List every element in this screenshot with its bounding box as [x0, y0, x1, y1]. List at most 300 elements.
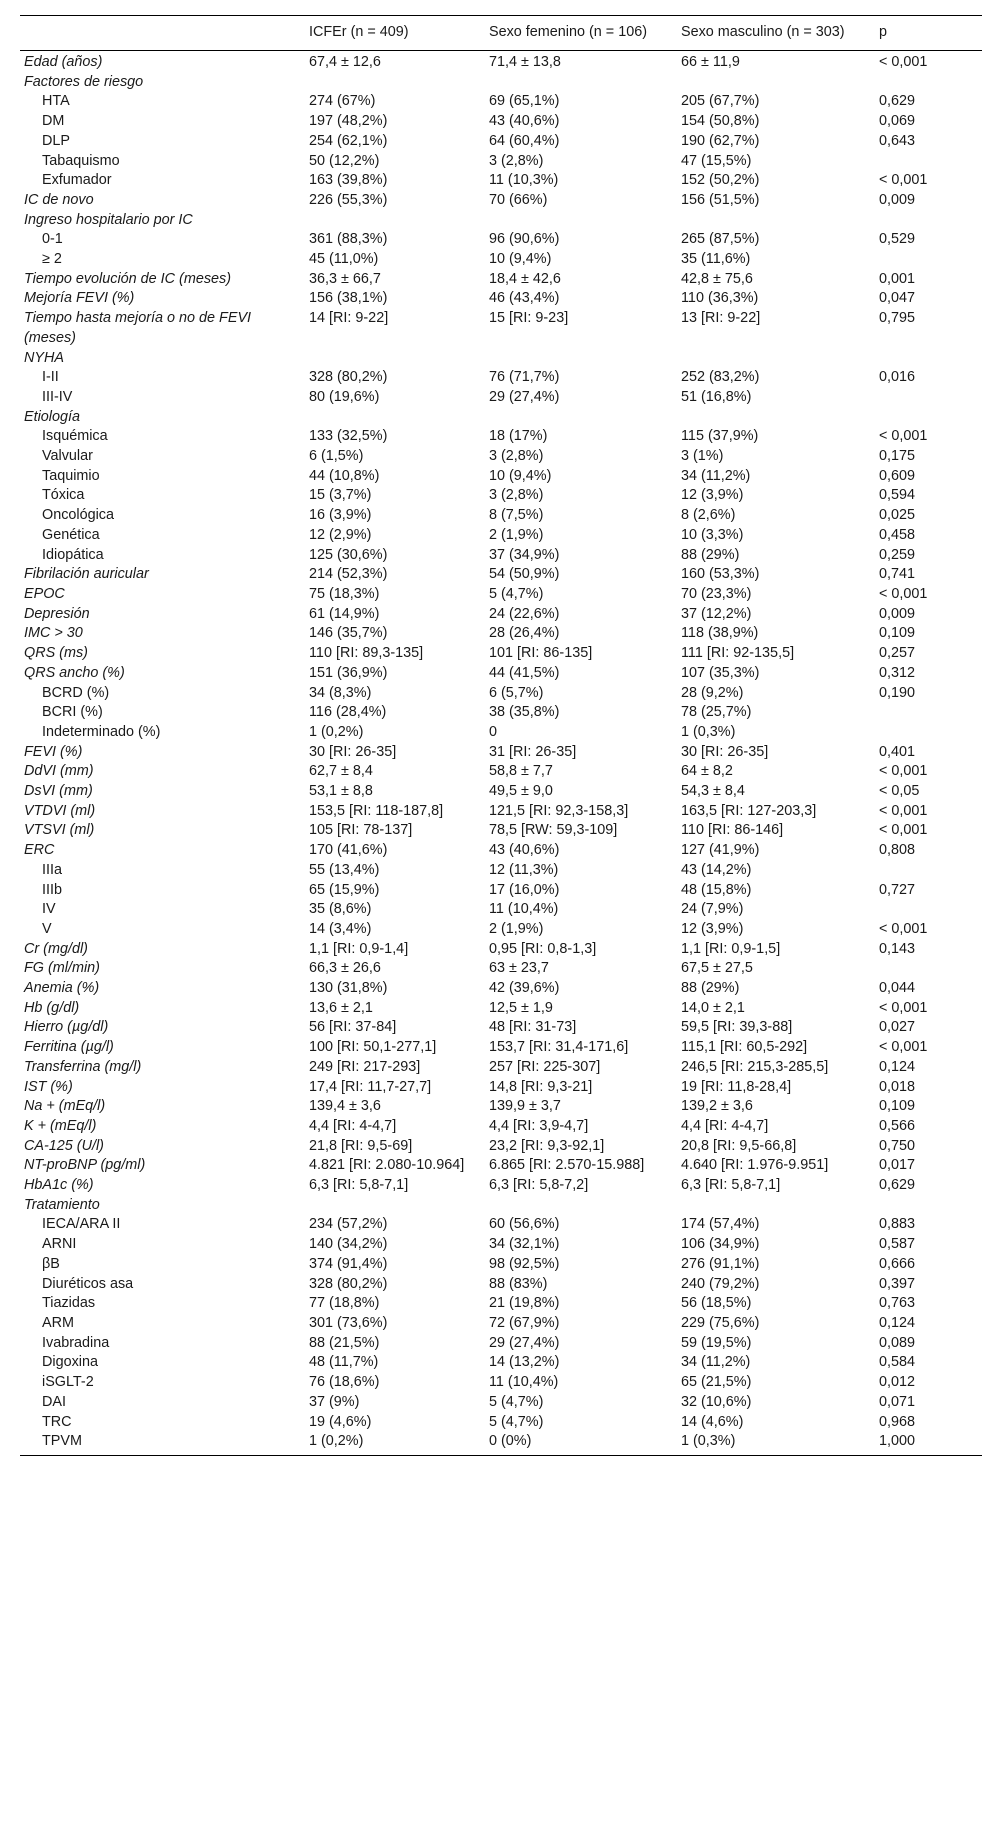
cell-total: 197 (48,2%) — [309, 113, 388, 130]
cell-male: 13 [RI: 9-22] — [681, 310, 761, 327]
cell-female: 0,95 [RI: 0,8-1,3] — [489, 940, 597, 957]
table-row — [20, 1255, 982, 1275]
row-label: Oncológica — [42, 507, 114, 524]
cell-female: 46 (43,4%) — [489, 290, 560, 307]
cell-total: 75 (18,3%) — [309, 585, 380, 602]
cell-male: 59 (19,5%) — [681, 1334, 752, 1351]
cell-total: 19 (4,6%) — [309, 1413, 372, 1430]
cell-total: 61 (14,9%) — [309, 605, 380, 622]
cell-p — [875, 408, 982, 428]
cell-male: 4.640 [RI: 1.976-9.951] — [681, 1157, 829, 1174]
table-header — [20, 16, 982, 51]
cell-p — [875, 900, 982, 920]
row-label: Ferritina (µg/l) — [24, 1039, 114, 1056]
table-row — [20, 723, 982, 743]
cell-female: 72 (67,9%) — [489, 1315, 560, 1331]
cell-male: 56 (18,5%) — [681, 1295, 752, 1312]
cell-female: 139,9 ± 3,7 — [489, 1098, 561, 1115]
cell-female: 58,8 ± 7,7 — [489, 763, 553, 780]
row-label: BCRD (%) — [42, 684, 110, 701]
cell-total: 65 (15,9%) — [309, 881, 380, 898]
cell-female: 101 [RI: 86-135] — [489, 645, 593, 662]
table-row — [20, 92, 982, 112]
row-label: FEVI (%) — [24, 743, 83, 760]
table-row — [20, 959, 982, 979]
cell-male — [677, 408, 875, 428]
cell-p: 0,009 — [879, 191, 916, 208]
cell-female: 5 (4,7%) — [489, 585, 544, 602]
cell-male: 110 (36,3%) — [681, 290, 759, 307]
table-row — [20, 526, 982, 546]
table-row — [20, 861, 982, 881]
cell-female: 63 ± 23,7 — [489, 960, 549, 977]
cell-male: 20,8 [RI: 9,5-66,8] — [681, 1137, 797, 1154]
cell-total: 146 (35,7%) — [309, 625, 388, 642]
cell-female: 98 (92,5%) — [489, 1255, 560, 1272]
cell-p: 0,594 — [879, 487, 916, 504]
cell-male: 127 (41,9%) — [681, 842, 760, 859]
table-row — [20, 585, 982, 605]
cell-male: 156 (51,5%) — [681, 191, 760, 208]
cell-female: 43 (40,6%) — [489, 842, 560, 859]
cell-female: 2 (1,9%) — [489, 526, 544, 543]
table-row — [20, 1413, 982, 1433]
cell-male: 48 (15,8%) — [681, 881, 752, 898]
table-row — [20, 900, 982, 920]
cell-female: 78,5 [RW: 59,3-109] — [489, 822, 618, 839]
table-row — [20, 1235, 982, 1255]
cell-total: 13,6 ± 2,1 — [309, 999, 373, 1016]
cell-female: 11 (10,3%) — [489, 172, 559, 189]
cell-male — [677, 349, 875, 369]
table-row — [20, 51, 982, 73]
cell-total: 30 [RI: 26-35] — [309, 743, 397, 760]
row-label: βB — [42, 1255, 60, 1272]
cell-male: 14,0 ± 2,1 — [681, 999, 745, 1016]
cell-female: 14 (13,2%) — [489, 1354, 560, 1371]
table-row — [20, 920, 982, 940]
table-row — [20, 1097, 982, 1117]
table-row — [20, 1215, 982, 1235]
cell-male: 205 (67,7%) — [681, 93, 760, 110]
cell-p: 0,643 — [879, 132, 916, 149]
cell-total: 140 (34,2%) — [309, 1236, 388, 1253]
cell-male — [677, 1196, 875, 1216]
row-label: Transferrina (mg/l) — [24, 1058, 142, 1075]
cell-male: 70 (23,3%) — [681, 585, 752, 602]
row-label: Valvular — [42, 448, 93, 465]
cell-male: 3 (1%) — [681, 448, 724, 465]
cell-male: 30 [RI: 26-35] — [681, 743, 769, 760]
table-row — [20, 1137, 982, 1157]
cell-male: 174 (57,4%) — [681, 1216, 760, 1233]
row-label: VTDVI (ml) — [24, 802, 96, 819]
row-label: Tiempo evolución de IC (meses) — [24, 270, 232, 287]
cell-total: 125 (30,6%) — [309, 546, 388, 563]
row-label: Cr (mg/dl) — [24, 940, 88, 957]
row-label: I-II — [42, 369, 59, 386]
cell-total: 153,5 [RI: 118-187,8] — [309, 802, 444, 819]
cell-female: 28 (26,4%) — [489, 625, 560, 642]
row-label: NT-proBNP (pg/ml) — [24, 1157, 146, 1174]
cell-total: 80 (19,6%) — [309, 388, 380, 405]
cell-total: 139,4 ± 3,6 — [309, 1098, 381, 1115]
table-row — [20, 427, 982, 447]
row-label: BCRI (%) — [42, 704, 103, 721]
cell-male: 88 (29%) — [681, 980, 740, 997]
cell-p — [875, 388, 982, 408]
row-label: Hb (g/dl) — [24, 999, 80, 1016]
cell-female: 6.865 [RI: 2.570-15.988] — [489, 1157, 645, 1174]
cell-male: 64 ± 8,2 — [681, 763, 733, 780]
cell-p: 0,629 — [879, 93, 916, 110]
row-label: EPOC — [24, 585, 65, 602]
cell-p — [875, 73, 982, 93]
cell-female: 121,5 [RI: 92,3-158,3] — [489, 802, 629, 819]
table-row — [20, 1117, 982, 1137]
cell-total: 12 (2,9%) — [309, 526, 372, 543]
cell-p — [875, 703, 982, 723]
cell-p — [875, 250, 982, 270]
cell-p: < 0,001 — [879, 585, 928, 602]
cell-p: 0,795 — [879, 310, 916, 327]
row-label: Anemia (%) — [24, 980, 100, 997]
cell-male: 139,2 ± 3,6 — [681, 1098, 753, 1115]
cell-female: 42 (39,6%) — [489, 980, 560, 997]
table-row — [20, 940, 982, 960]
cell-male: 265 (87,5%) — [681, 231, 760, 248]
row-label: Edad (años) — [24, 54, 103, 70]
cell-male: 4,4 [RI: 4-4,7] — [681, 1117, 769, 1134]
table-row — [20, 73, 982, 93]
cell-total: 328 (80,2%) — [309, 369, 388, 386]
cell-total: 56 [RI: 37-84] — [309, 1019, 397, 1036]
row-label: Fibrilación auricular — [24, 566, 149, 583]
cell-female: 10 (9,4%) — [489, 251, 552, 268]
cell-female — [485, 211, 677, 231]
table-row — [20, 447, 982, 467]
row-label: ERC — [24, 842, 55, 859]
cell-total: 105 [RI: 78-137] — [309, 822, 413, 839]
cell-male: 6,3 [RI: 5,8-7,1] — [681, 1177, 781, 1194]
cell-male: 240 (79,2%) — [681, 1275, 760, 1292]
cell-female: 5 (4,7%) — [489, 1413, 544, 1430]
cell-female: 31 [RI: 26-35] — [489, 743, 577, 760]
row-label: Taquimio — [42, 467, 100, 484]
table-row — [20, 1334, 982, 1354]
cell-p: 0,190 — [879, 684, 916, 701]
cell-p: 0,883 — [879, 1216, 916, 1233]
table-row — [20, 1393, 982, 1413]
cell-p: 0,009 — [879, 605, 916, 622]
row-label: TPVM — [20, 1432, 305, 1455]
table-row — [20, 112, 982, 132]
row-label: Depresión — [24, 605, 90, 622]
row-label: ≥ 2 — [42, 251, 62, 268]
cell-male: 152 (50,2%) — [681, 172, 760, 189]
cell-total: 34 (8,3%) — [309, 684, 372, 701]
cell-male: 163,5 [RI: 127-203,3] — [681, 802, 817, 819]
cell-total: 1 (0,2%) — [305, 1432, 485, 1455]
cell-p: < 0,001 — [879, 1039, 928, 1056]
cell-p: 0,044 — [879, 980, 916, 997]
cell-male: 34 (11,2%) — [681, 467, 751, 484]
cell-male: 54,3 ± 8,4 — [681, 783, 745, 800]
table-row — [20, 191, 982, 211]
row-label: DM — [42, 113, 65, 130]
table-row — [20, 841, 982, 861]
cell-p: 0,808 — [879, 842, 916, 859]
cell-male: 78 (25,7%) — [681, 704, 752, 721]
cell-p: 1,000 — [875, 1432, 982, 1455]
row-label: Ingreso hospitalario por IC — [24, 211, 193, 228]
cell-male — [677, 73, 875, 93]
cell-total: 67,4 ± 12,6 — [309, 54, 381, 70]
cell-female: 88 (83%) — [489, 1275, 548, 1292]
cell-total — [305, 211, 485, 231]
row-label: Idiopática — [42, 546, 104, 563]
cell-female: 14,8 [RI: 9,3-21] — [489, 1078, 593, 1095]
table-row — [20, 881, 982, 901]
table-body — [20, 51, 982, 1456]
cell-male: 107 (35,3%) — [681, 664, 760, 681]
cell-total: 374 (91,4%) — [309, 1255, 388, 1272]
row-label: Tóxica — [42, 487, 85, 504]
cell-total: 36,3 ± 66,7 — [309, 270, 381, 287]
table-row — [20, 349, 982, 369]
row-label: QRS ancho (%) — [24, 664, 125, 681]
cell-total: 66,3 ± 26,6 — [309, 960, 381, 977]
cell-female: 44 (41,5%) — [489, 664, 560, 681]
cell-total: 249 [RI: 217-293] — [309, 1058, 421, 1075]
row-label: Isquémica — [42, 428, 108, 445]
cell-total: 116 (28,4%) — [309, 704, 387, 721]
cell-p: 0,401 — [879, 743, 916, 760]
table-row — [20, 211, 982, 231]
cell-total: 45 (11,0%) — [309, 251, 379, 268]
cell-total: 361 (88,3%) — [309, 231, 388, 248]
cell-male: 24 (7,9%) — [681, 901, 744, 918]
row-label: Digoxina — [42, 1354, 98, 1371]
table-row — [20, 999, 982, 1019]
table-row — [20, 408, 982, 428]
cell-male: 110 [RI: 86-146] — [681, 822, 784, 839]
cell-female: 8 (7,5%) — [489, 507, 544, 524]
cell-female: 23,2 [RI: 9,3-92,1] — [489, 1137, 605, 1154]
table-row — [20, 1156, 982, 1176]
cell-female: 69 (65,1%) — [489, 93, 560, 110]
cell-p: 0,143 — [879, 940, 916, 957]
cell-p: 0,968 — [879, 1413, 916, 1430]
table-row — [20, 802, 982, 822]
cell-total: 254 (62,1%) — [309, 132, 388, 149]
cell-total: 4.821 [RI: 2.080-10.964] — [309, 1157, 465, 1174]
cell-total: 214 (52,3%) — [309, 566, 388, 583]
cell-male: 37 (12,2%) — [681, 605, 752, 622]
cell-p: 0,047 — [879, 290, 916, 307]
cell-p — [875, 152, 982, 172]
row-label: DdVI (mm) — [24, 763, 94, 780]
table-row — [20, 743, 982, 763]
cell-p — [875, 211, 982, 231]
header-cell-female: Sexo femenino (n = 106) — [485, 16, 677, 51]
header-cell-male: Sexo masculino (n = 303) — [677, 16, 875, 51]
cell-total: 15 (3,7%) — [309, 487, 372, 504]
cell-male: 12 (3,9%) — [681, 920, 744, 937]
cell-p: < 0,001 — [879, 172, 928, 189]
table-row — [20, 1078, 982, 1098]
cell-female: 18,4 ± 42,6 — [489, 270, 561, 287]
cell-male: 43 (14,2%) — [681, 861, 752, 878]
table-row — [20, 1038, 982, 1058]
cell-female: 3 (2,8%) — [489, 152, 544, 169]
cell-female: 3 (2,8%) — [489, 487, 544, 504]
table-row — [20, 467, 982, 487]
cell-p: 0,071 — [879, 1393, 916, 1410]
cell-female: 18 (17%) — [489, 428, 548, 445]
cell-male: 190 (62,7%) — [681, 132, 760, 149]
cell-male: 34 (11,2%) — [681, 1354, 751, 1371]
cell-total: 17,4 [RI: 11,7-27,7] — [309, 1078, 432, 1095]
cell-total: 35 (8,6%) — [309, 901, 372, 918]
cell-total: 21,8 [RI: 9,5-69] — [309, 1137, 413, 1154]
cell-p: 0,018 — [879, 1078, 916, 1095]
table-row — [20, 1373, 982, 1393]
cell-female: 257 [RI: 225-307] — [489, 1058, 601, 1075]
cell-female: 38 (35,8%) — [489, 704, 560, 721]
cell-total: 226 (55,3%) — [309, 191, 388, 208]
header-cell-total: ICFEr (n = 409) — [305, 16, 485, 51]
table-row — [20, 624, 982, 644]
cell-male: 14 (4,6%) — [681, 1413, 744, 1430]
cell-p: 0,397 — [879, 1275, 916, 1292]
table-row — [20, 1353, 982, 1373]
row-label: NYHA — [24, 349, 64, 366]
cell-female: 70 (66%) — [489, 191, 548, 208]
cell-female: 43 (40,6%) — [489, 113, 560, 130]
row-label: DAI — [42, 1393, 66, 1410]
row-label: Ivabradina — [42, 1334, 110, 1351]
table-row — [20, 546, 982, 566]
cell-p: 0,259 — [879, 546, 916, 563]
table-row — [20, 782, 982, 802]
row-label: Genética — [42, 526, 100, 543]
cell-p — [875, 959, 982, 979]
cell-female — [485, 408, 677, 428]
cell-female: 3 (2,8%) — [489, 448, 544, 465]
cell-total: 37 (9%) — [309, 1393, 360, 1410]
cell-p: 0,666 — [879, 1255, 916, 1272]
cell-total: 170 (41,6%) — [309, 842, 388, 859]
row-label: ARNI — [42, 1236, 77, 1253]
cell-female: 12 (11,3%) — [489, 861, 559, 878]
cell-p: 0,763 — [879, 1295, 916, 1312]
cell-total: 301 (73,6%) — [309, 1315, 388, 1331]
cell-female — [485, 1196, 677, 1216]
cell-total: 50 (12,2%) — [309, 152, 380, 169]
row-label: HbA1c (%) — [24, 1177, 94, 1194]
cell-male: 1 (0,3%) — [681, 723, 736, 740]
table-row — [20, 1432, 982, 1455]
cell-male: 12 (3,9%) — [681, 487, 744, 504]
row-label: IST (%) — [24, 1078, 73, 1095]
cell-total: 6 (1,5%) — [309, 448, 364, 465]
cell-p: < 0,001 — [879, 428, 928, 445]
cell-total: 163 (39,8%) — [309, 172, 388, 189]
row-label: iSGLT-2 — [42, 1374, 94, 1391]
cell-male: 115 (37,9%) — [681, 428, 759, 445]
cell-male: 88 (29%) — [681, 546, 740, 563]
row-label: FG (ml/min) — [24, 960, 100, 977]
cell-male: 154 (50,8%) — [681, 113, 760, 130]
cell-total: 1,1 [RI: 0,9-1,4] — [309, 940, 409, 957]
cell-p — [875, 1196, 982, 1216]
row-label: Tabaquismo — [42, 152, 120, 169]
cell-male: 115,1 [RI: 60,5-292] — [681, 1039, 808, 1056]
cell-total: 100 [RI: 50,1-277,1] — [309, 1039, 437, 1056]
cell-p: 0,012 — [879, 1374, 916, 1391]
row-label: DsVI (mm) — [24, 783, 93, 800]
table-row — [20, 1176, 982, 1196]
cell-p — [875, 723, 982, 743]
cell-female: 24 (22,6%) — [489, 605, 560, 622]
cell-total: 110 [RI: 89,3-135] — [309, 645, 424, 662]
cell-p: 0,124 — [879, 1315, 916, 1331]
cell-male: 160 (53,3%) — [681, 566, 760, 583]
table-row — [20, 171, 982, 191]
cell-p: 0,566 — [879, 1117, 916, 1134]
cell-total — [305, 73, 485, 93]
row-label: Mejoría FEVI (%) — [24, 290, 135, 307]
cell-female: 29 (27,4%) — [489, 1334, 560, 1351]
table-row — [20, 644, 982, 664]
cell-female: 11 (10,4%) — [489, 1374, 559, 1391]
cell-female: 21 (19,8%) — [489, 1295, 560, 1312]
table-row — [20, 270, 982, 290]
cell-male: 35 (11,6%) — [681, 251, 751, 268]
cell-female: 54 (50,9%) — [489, 566, 560, 583]
row-label: VTSVI (ml) — [24, 822, 95, 839]
cell-total: 77 (18,8%) — [309, 1295, 380, 1312]
cell-total: 328 (80,2%) — [309, 1275, 388, 1292]
row-label: Indeterminado (%) — [42, 723, 161, 740]
table-row — [20, 230, 982, 250]
row-label: DLP — [42, 132, 70, 149]
cell-total: 1 (0,2%) — [309, 723, 364, 740]
table-row — [20, 289, 982, 309]
cell-total: 55 (13,4%) — [309, 861, 380, 878]
table-row — [20, 605, 982, 625]
cell-total: 16 (3,9%) — [309, 507, 372, 524]
cell-total: 53,1 ± 8,8 — [309, 783, 373, 800]
row-label: Diuréticos asa — [42, 1275, 134, 1292]
cell-male: 47 (15,5%) — [681, 152, 752, 169]
table-row — [20, 565, 982, 585]
cell-p: 0,629 — [879, 1177, 916, 1194]
cell-total: 88 (21,5%) — [309, 1334, 380, 1351]
cell-male: 66 ± 11,9 — [681, 54, 740, 70]
cell-p: 0,727 — [879, 881, 916, 898]
cell-female: 17 (16,0%) — [489, 881, 560, 898]
cell-p: < 0,001 — [879, 822, 928, 839]
row-label: Na + (mEq/l) — [24, 1098, 106, 1115]
row-label: HTA — [42, 93, 70, 110]
table-row — [20, 132, 982, 152]
cell-p: 0,257 — [879, 645, 916, 662]
cell-male: 65 (21,5%) — [681, 1374, 752, 1391]
cell-female: 153,7 [RI: 31,4-171,6] — [489, 1039, 629, 1056]
cell-female: 6,3 [RI: 5,8-7,2] — [489, 1177, 589, 1194]
